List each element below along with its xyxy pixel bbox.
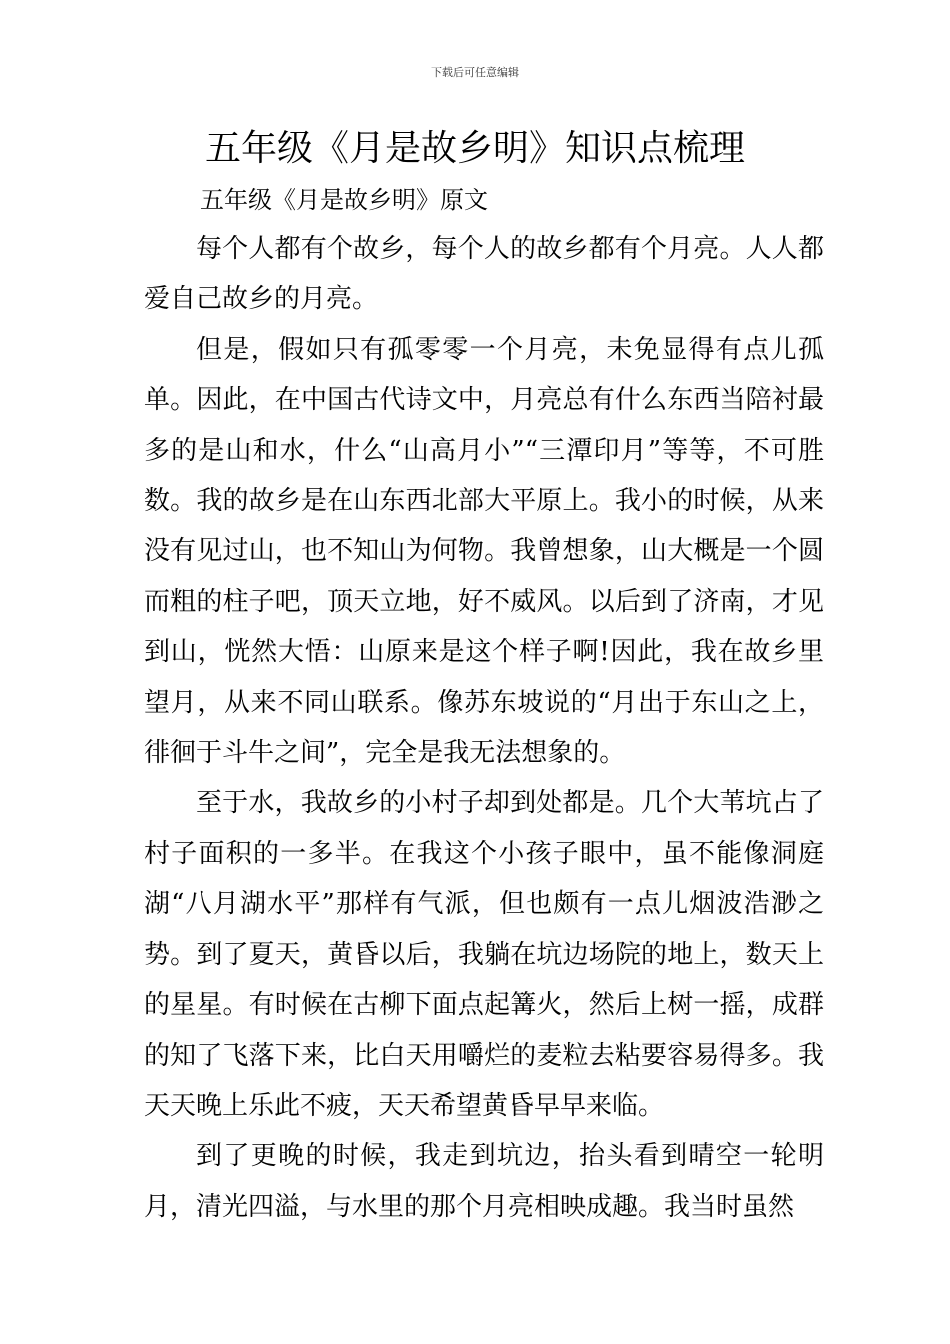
- page-title: 五年级《月是故乡明》知识点梳理: [204, 128, 745, 169]
- document-body: [144, 177, 824, 1232]
- paragraph-3: 至于水，我故乡的小村子却到处都是。几个大苇坑占了村子面积的一多半。在我这个小孩子眼中，虽不能像洞庭湖“八月湖水平”那样有气派，但也颇有一点儿烟波浩渺之势。到了夏天，黄昏以后，我躺在坑边场院的地上，数天上的星星。有时候在古柳下面点起篝火，然后上树一摇，成群的知了飞落下来，比白天用嚼烂的麦粒去粘要容易得多。我天天晚上乐此不疲，天天希望黄昏早早来临。: [144, 788, 824, 1121]
- paragraph-2: 但是，假如只有孤零零一个月亮，未免显得有点儿孤单。因此，在中国古代诗文中，月亮总有什么东西当陪衬最多的是山和水，什么“山高月小”“三潭印月”等等，不可胜数。我的故乡是在山东西北部大平原上。我小的时候，从来没有见过山，也不知山为何物。我曾想象，山大概是一个圆而粗的柱子吧，顶天立地，好不威风。以后到了济南，才见到山，恍然大悟：山原来是这个样子啊!因此，我在故乡里望月，从来不同山联系。像苏东坡说的“月出于东山之上，徘徊于斗牛之间”，完全是我无法想象的。: [144, 334, 824, 769]
- paragraph-1: 每个人都有个故乡，每个人的故乡都有个月亮。人人都爱自己故乡的月亮。: [144, 234, 824, 315]
- header-note: 下载后可任意编辑: [431, 66, 519, 79]
- paragraph-4: 到了更晚的时候，我走到坑边，抬头看到晴空一轮明月，清光四溢，与水里的那个月亮相映成趣。我当时虽然: [144, 1141, 824, 1222]
- section-heading: 五年级《月是故乡明》原文: [200, 186, 488, 214]
